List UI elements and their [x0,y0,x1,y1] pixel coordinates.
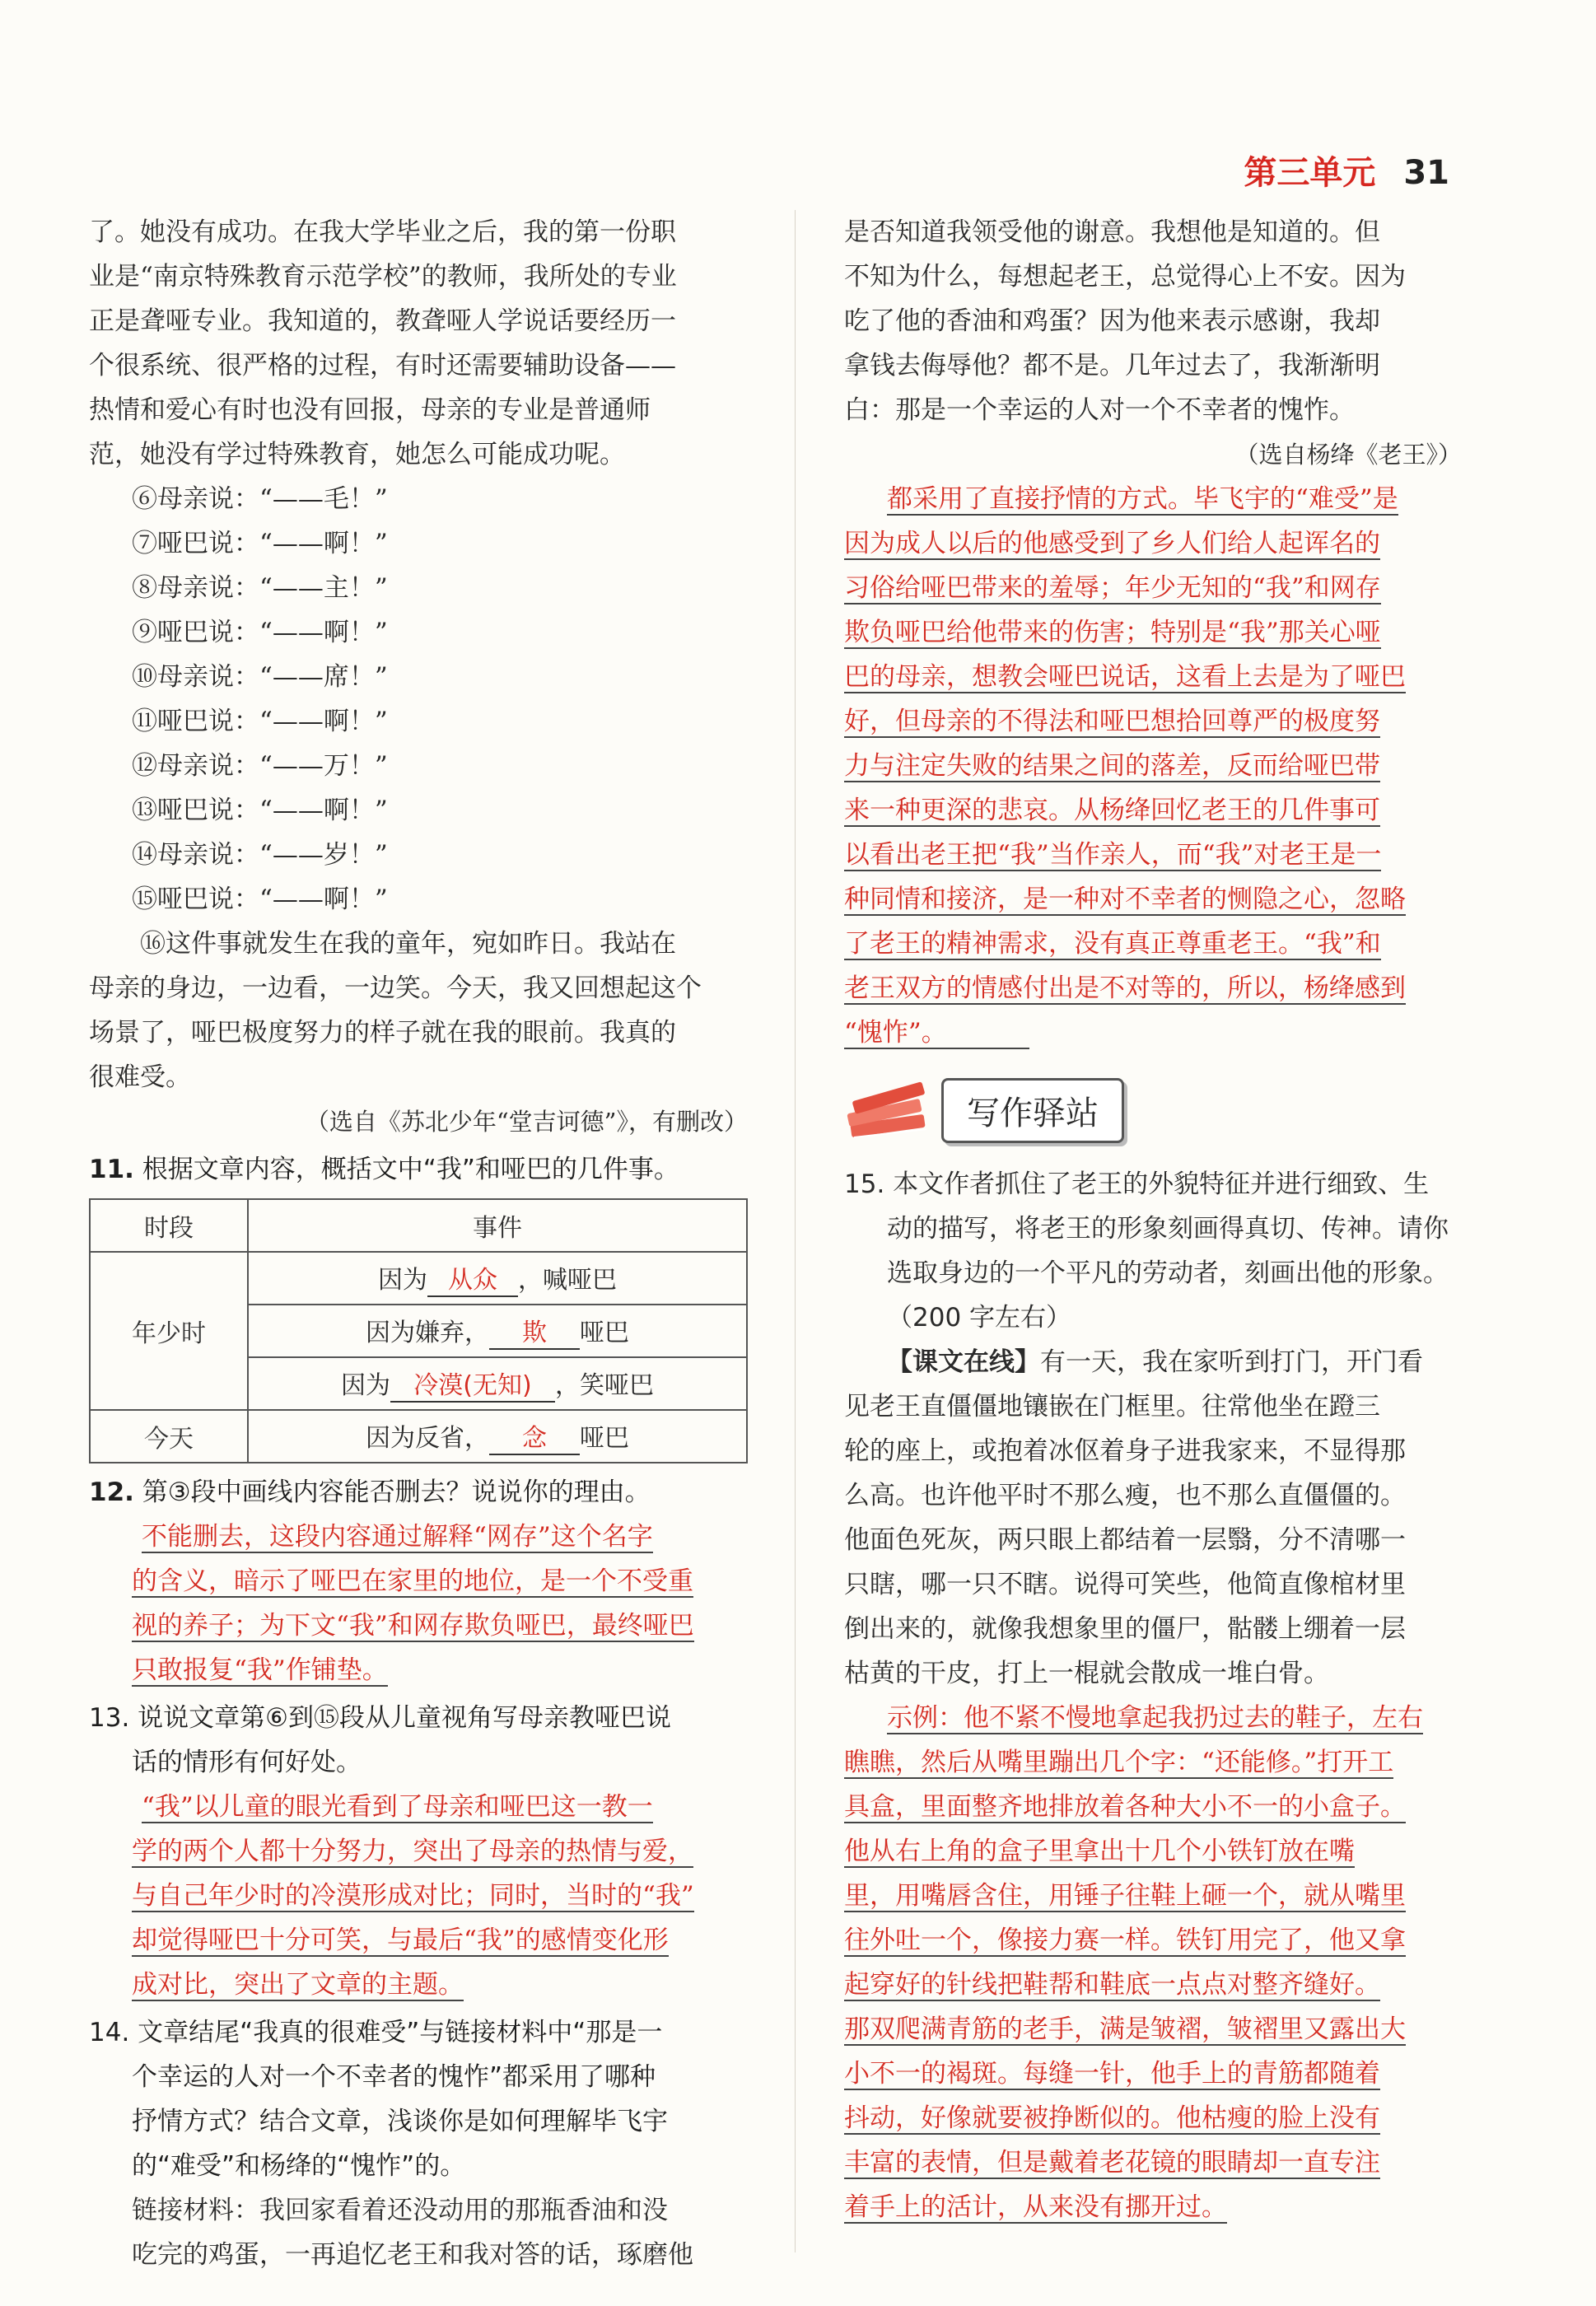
event-text: ，喊哑巴 [518,1266,617,1295]
text-line: 很难受。 [89,1062,191,1092]
answer-line: 老王双方的情感付出是不对等的，所以，杨绛感到 [844,973,1406,1003]
dialog-list [89,477,748,922]
answer-line: 他从右上角的盒子里拿出十几个小铁钉放在嘴 [844,1837,1355,1866]
link-material-continued [844,210,1462,432]
dialog-line: ⑦哑巴说：“——啊！” [132,529,388,558]
answer-fill: 念 [489,1417,580,1455]
answer-line: “愧怍”。 [844,1018,1029,1049]
question-line: 抒情方式？结合文章，浅谈你是如何理解毕飞宇 [132,2107,668,2136]
answer-line: 瞧瞧，然后从嘴里蹦出几个字：“还能修。”打开工 [844,1748,1394,1777]
question-line: 的“难受”和杨绛的“愧怍”的。 [132,2151,466,2181]
question-line: 个幸运的人对一个不幸者的愧怍”都采用了哪种 [132,2062,656,2092]
event-cell [248,1357,747,1410]
answer-line: 与自己年少时的冷漠形成对比；同时，当时的“我” [132,1881,694,1911]
excerpt-label: 【课文在线】 [887,1347,1040,1377]
text-line: 吃完的鸡蛋，一再追忆老王和我对答的话，琢磨他 [132,2240,693,2270]
answer-line: 种同情和接济，是一种对不幸者的恻隐之心，忽略 [844,885,1406,914]
answer-line: 示例：他不紧不慢地拿起我扔过去的鞋子，左右 [887,1703,1423,1733]
question-line: （200 字左右） [887,1303,1072,1333]
answer-line: 具盒，里面整齐地排放着各种大小不一的小盒子。 [844,1792,1406,1822]
text-line: 倒出来的，就像我想象里的僵尸，骷髅上绷着一层 [844,1614,1406,1644]
answer-15 [844,1696,1462,2229]
table-row [90,1410,747,1463]
text-line: 不知为什么，每想起老王，总觉得心上不安。因为 [844,262,1406,292]
answer-line: 学的两个人都十分努力，突出了母亲的热情与爱， [132,1837,693,1866]
answer-line: 却觉得哑巴十分可笑，与最后“我”的感情变化形 [132,1926,669,1955]
question-line: 选取身边的一个平凡的劳动者，刻画出他的形象。 [887,1258,1449,1288]
text-line: 拿钱去侮辱他？都不是。几年过去了，我渐渐明 [844,351,1380,380]
dialog-line: ⑥母亲说：“——毛！” [132,484,388,514]
table-header-period: 时段 [90,1199,248,1252]
question-line: 话的情形有何好处。 [132,1748,362,1777]
answer-line: 好，但母亲的不得法和哑巴想拾回尊严的极度努 [844,707,1380,736]
answer-fill: 冷漠(无知) [390,1365,555,1403]
table-header-event: 事件 [248,1199,747,1252]
answer-line: 力与注定失败的结果之间的落差，反而给哑巴带 [844,751,1380,781]
paragraph-16 [89,922,748,1099]
answer-line: 习俗给哑巴带来的羞辱；年少无知的“我”和网存 [844,573,1381,603]
text-line: 母亲的身边，一边看，一边笑。今天，我又回想起这个 [89,973,702,1003]
period-cell: 今天 [90,1410,248,1463]
event-text: 因为嫌弃， [366,1319,489,1347]
dialog-line: ⑧母亲说：“——主！” [132,573,388,603]
question-line: 15. 本文作者抓住了老王的外貌特征并进行细致、生 [844,1169,1430,1199]
left-column [89,210,748,2277]
answer-line: 都采用了直接抒情的方式。毕飞宇的“难受”是 [887,484,1398,514]
answer-line: 不能删去，这段内容通过解释“网存”这个名字 [142,1522,653,1552]
right-column [844,210,1462,2229]
question-line: 13. 说说文章第⑥到⑮段从儿童视角写母亲教哑巴说 [89,1703,671,1733]
answer-line: 只敢报复“我”作铺垫。 [132,1655,388,1685]
text-line: 场景了，哑巴极度努力的样子就在我的眼前。我真的 [89,1018,676,1048]
text-line: 轮的座上，或抱着冰伛着身子进我家来，不显得那 [844,1436,1406,1466]
question-line: 14. 文章结尾“我真的很难受”与链接材料中“那是一 [89,2018,663,2047]
event-text: 因为 [341,1371,390,1400]
answer-line: 成对比，突出了文章的主题。 [132,1970,464,2000]
dialog-line: ⑩母亲说：“——席！” [132,662,388,692]
books-icon [844,1073,935,1147]
text-line: 了。她没有成功。在我大学毕业之后，我的第一份职 [89,217,676,247]
intro-paragraph [89,210,748,477]
answer-line: 欺负哑巴给他带来的伤害；特别是“我”那关心哑 [844,618,1381,647]
answer-line: 因为成人以后的他感受到了乡人们给人起诨名的 [844,529,1380,558]
text-line: 只瞎，哪一只不瞎。说得可笑些，他简直像棺材里 [844,1570,1406,1599]
events-table [89,1198,748,1463]
text-line: 个很系统、很严格的过程，有时还需要辅助设备—— [89,351,676,380]
event-text: 哑巴 [580,1319,629,1347]
source-note: （选自杨绛《老王》） [1234,441,1462,469]
answer-line: 往外吐一个，像接力赛一样。铁钉用完了，他又拿 [844,1926,1406,1955]
question-13 [89,1696,748,1785]
text-line: 见老王直僵僵地镶嵌在门框里。往常他坐在蹬三 [844,1392,1380,1421]
answer-line: 以看出老王把“我”当作亲人，而“我”对老王是一 [844,840,1382,870]
text-line: 链接材料：我回家看着还没动用的那瓶香油和没 [132,2196,668,2225]
answer-14 [844,477,1462,1055]
event-cell [248,1305,747,1357]
answer-fill: 从众 [427,1259,518,1297]
answer-line: 着手上的活计，从来没有挪开过。 [844,2192,1227,2222]
event-cell [248,1410,747,1463]
dialog-line: ⑭母亲说：“——岁！” [132,840,388,870]
answer-line: 巴的母亲，想教会哑巴说话，这看上去是为了哑巴 [844,662,1406,692]
answer-line: 了老王的精神需求，没有真正尊重老王。“我”和 [844,929,1381,959]
text-line: 范，她没有学过特殊教育，她怎么可能成功呢。 [89,440,625,469]
text-line: 么高。也许他平时不那么瘦，也不那么直僵僵的。 [844,1481,1406,1510]
writing-section-title: 写作驿站 [941,1078,1124,1143]
question-15 [844,1162,1462,1340]
question-number: 11. [89,1155,134,1184]
table-row [90,1252,747,1305]
unit-title: 第三单元 [1244,154,1376,192]
text-line: 吃了他的香油和鸡蛋？因为他来表示感谢，我却 [844,306,1380,336]
event-cell [248,1252,747,1305]
text-line: 热情和爱心有时也没有回报，母亲的专业是普通师 [89,395,651,425]
text-line: 业是“南京特殊教育示范学校”的教师，我所处的专业 [89,262,677,292]
answer-line: “我”以儿童的眼光看到了母亲和哑巴这一教一 [142,1792,653,1822]
text-line: 白：那是一个幸运的人对一个不幸者的愧怍。 [844,395,1355,425]
text-line: 他面色死灰，两只眼上都结着一层翳，分不清哪一 [844,1525,1406,1555]
answer-line: 小不一的褐斑。每缝一针，他手上的青筋都随着 [844,2059,1380,2089]
text-line: 有一天，我在家听到打门，开门看 [1040,1347,1423,1377]
answer-line: 里，用嘴唇含住，用锤子往鞋上砸一个，就从嘴里 [844,1881,1406,1911]
question-11 [89,1147,748,1192]
page-header [1244,147,1449,194]
question-14 [89,2010,748,2188]
text-line: 是否知道我领受他的谢意。我想他是知道的。但 [844,217,1380,247]
text-line: 正是聋哑专业。我知道的，教聋哑人学说话要经历一 [89,306,676,336]
column-divider [795,210,796,2252]
dialog-line: ⑪哑巴说：“——啊！” [132,707,388,736]
period-cell: 年少时 [90,1252,248,1410]
link-material [89,2188,748,2277]
dialog-line: ⑬哑巴说：“——啊！” [132,796,388,825]
answer-13 [89,1785,748,2007]
event-text: 哑巴 [580,1424,629,1453]
answer-line: 的含义，暗示了哑巴在家里的地位，是一个不受重 [132,1566,693,1596]
question-line: 动的描写，将老王的形象刻画得真切、传神。请你 [887,1214,1449,1244]
dialog-line: ⑨哑巴说：“——啊！” [132,618,388,647]
dialog-line: ⑮哑巴说：“——啊！” [132,885,388,914]
source-note: （选自《苏北少年“堂吉诃德”》，有删改） [305,1108,748,1136]
text-line: 枯黄的干皮，打上一棍就会散成一堆白骨。 [844,1659,1329,1688]
question-12 [89,1470,748,1515]
event-text: 因为 [378,1266,427,1295]
answer-line: 那双爬满青筋的老手，满是皱褶，皱褶里又露出大 [844,2014,1406,2044]
question-text: 根据文章内容，概括文中“我”和哑巴的几件事。 [142,1155,679,1184]
text-excerpt [844,1340,1462,1696]
dialog-line: ⑫母亲说：“——万！” [132,751,388,781]
writing-section-banner [844,1073,1462,1147]
question-number: 12. [89,1477,134,1507]
question-text: 第③段中画线内容能否删去？说说你的理由。 [142,1477,651,1507]
event-text: 因为反省， [366,1424,489,1453]
event-text: ，笑哑巴 [555,1371,654,1400]
answer-line: 抖动，好像就要被挣断似的。他枯瘦的脸上没有 [844,2103,1380,2133]
text-line: ⑯这件事就发生在我的童年，宛如昨日。我站在 [140,929,676,959]
page-number: 31 [1403,154,1449,192]
answer-line: 来一种更深的悲哀。从杨绛回忆老王的几件事可 [844,796,1380,825]
answer-line: 丰富的表情，但是戴着老花镜的眼睛却一直专注 [844,2148,1380,2178]
answer-line: 视的养子；为下文“我”和网存欺负哑巴，最终哑巴 [132,1611,694,1641]
answer-fill: 欺 [489,1312,580,1350]
answer-12 [89,1515,748,1692]
answer-line: 起穿好的针线把鞋帮和鞋底一点点对整齐缝好。 [844,1970,1380,2000]
